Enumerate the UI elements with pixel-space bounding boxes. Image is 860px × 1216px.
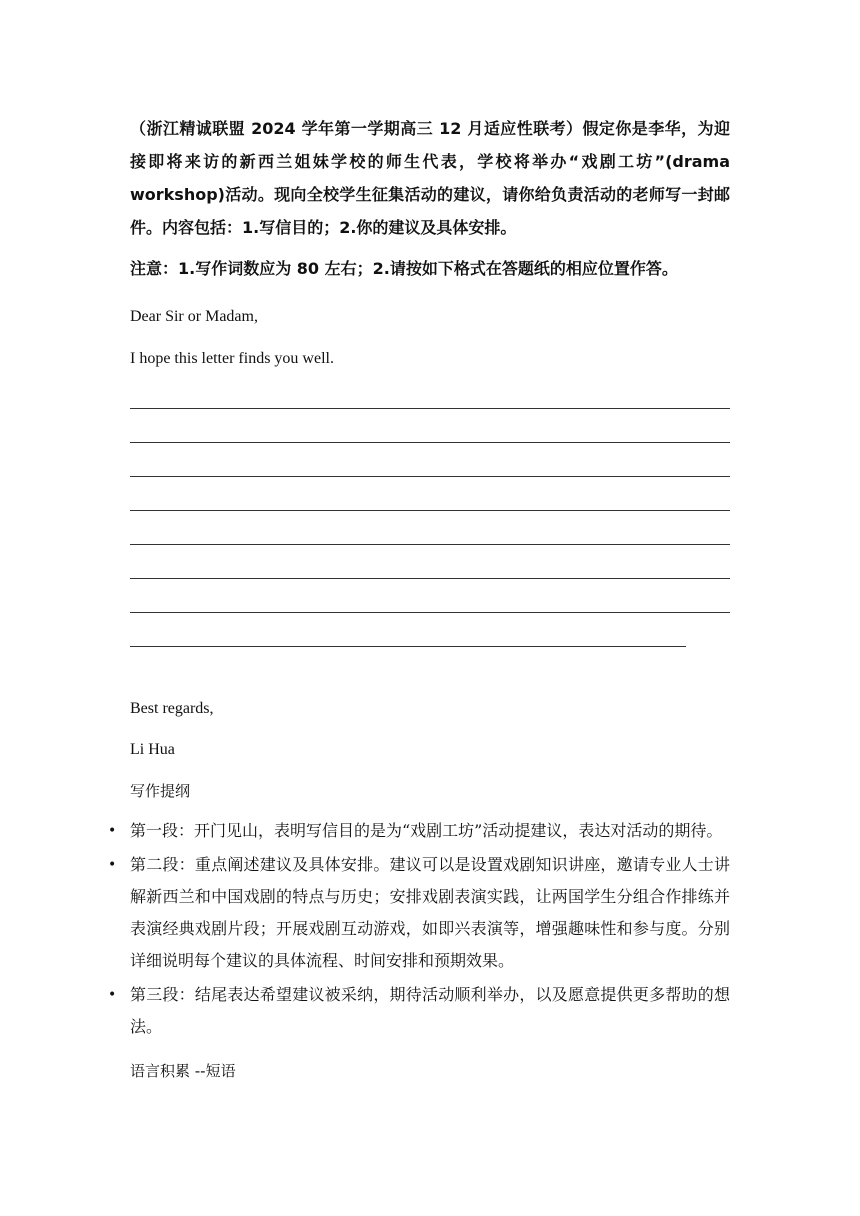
bullet-icon: • <box>108 857 117 873</box>
answer-line[interactable] <box>130 375 730 409</box>
answer-line[interactable] <box>130 443 730 477</box>
prompt-paragraph: （浙江精诚联盟 2024 学年第一学期高三 12 月适应性联考）假定你是李华，为迎接即将来访的新西兰姐妹学校的师生代表，学校将举办“戏剧工坊”(drama workshop)活动。现向全校学生征集活动的建议，请你给负责活动的老师写一封邮件。内容包括：1.写信目的；2.你的建议及具体安排。 <box>130 119 730 237</box>
answer-line[interactable] <box>130 579 730 613</box>
outline-item-text: 第一段：开门见山，表明写信目的是为“戏剧工坊”活动提建议，表达对活动的期待。 <box>130 821 723 840</box>
answer-blank-lines <box>130 375 730 647</box>
outline-item <box>108 849 730 977</box>
outline-item <box>108 979 730 1043</box>
answer-line[interactable] <box>130 409 730 443</box>
outline-item-text: 第二段：重点阐述建议及具体安排。建议可以是设置戏剧知识讲座，邀请专业人士讲解新西兰和中国戏剧的特点与历史；安排戏剧表演实践，让两国学生分组合作排练并表演经典戏剧片段；开展戏剧互动游戏，如即兴表演等，增强趣味性和参与度。分别详细说明每个建议的具体流程、时间安排和预期效果。 <box>130 855 730 970</box>
letter-greeting: Dear Sir or Madam, <box>130 308 258 325</box>
outline-list <box>108 815 730 1043</box>
answer-line[interactable] <box>130 545 730 579</box>
answer-line[interactable] <box>130 511 730 545</box>
document-page <box>108 112 730 1083</box>
outline-item-text: 第三段：结尾表达希望建议被采纳，期待活动顺利举办，以及愿意提供更多帮助的想法。 <box>130 985 730 1036</box>
answer-line[interactable] <box>130 477 730 511</box>
letter-closing: Best regards, <box>130 700 214 717</box>
answer-line-last[interactable] <box>130 613 686 647</box>
letter-opening: I hope this letter finds you well. <box>130 350 334 367</box>
outline-item <box>108 815 730 847</box>
language-section-title: 语言积累 --短语 <box>130 1062 236 1080</box>
prompt-note: 注意：1.写作词数应为 80 左右；2.请按如下格式在答题纸的相应位置作答。 <box>130 259 678 278</box>
bullet-icon: • <box>108 987 117 1003</box>
letter-signature: Li Hua <box>130 741 175 758</box>
outline-title: 写作提纲 <box>130 782 191 800</box>
bullet-icon: • <box>108 823 117 839</box>
